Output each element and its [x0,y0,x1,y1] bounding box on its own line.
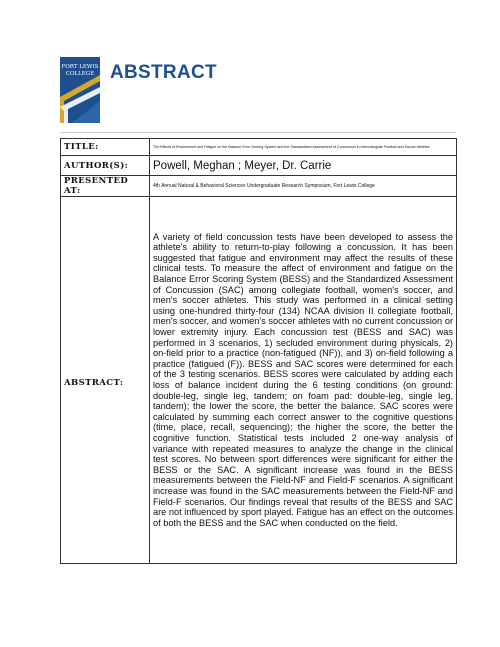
logo-line1: FORT LEWIS [61,64,99,70]
logo-line2: COLLEGE [65,71,95,77]
abstract-row [61,197,457,564]
fort-lewis-college-logo [60,57,100,123]
page-heading: ABSTRACT [110,62,217,83]
title-row [61,139,457,156]
header-divider [60,118,456,133]
author-row [61,156,457,176]
abstract-form-table [60,138,457,564]
title-label: TITLE: [61,139,150,156]
presented-value: 4th Annual Natural & Behavioral Sciences Undergraduate Research Symposium, Fort Lewis College [150,176,457,197]
author-value: Powell, Meghan ; Meyer, Dr. Carrie [150,156,457,176]
presented-row [61,176,457,197]
title-value: The Effects of Environment and Fatigue on the Balance Error Scoring System and the Standardized Assessment of Concussion in Intercollegiate Football and Soccer Athletes [150,139,457,156]
abstract-label: ABSTRACT: [61,197,150,564]
abstract-body: A variety of field concussion tests have been developed to assess the athlete's ability to return-to-play following a concussion. It has been suggested that fatigue and environment may affect the results of these clinical tests. To measure the affect of environment and fatigue on the Balance Error Scoring System (BESS) and the Standardized Assessment of Concussion (SAC) among collegiate football, women's soccer, and men's soccer athletes. This study was performed in a clinical setting using one-hundred thirty-four (134) NCAA division II collegiate football, men's soccer, and women's soccer athletes with no current concussion or lower extremity injury. Each concussion test (BESS and SAC) was performed in 3 scenarios, 1) secluded environment during physicals, 2) on-field prior to a practice (non-fatigued (NF)), and 3) on-field following a practice (fatigued (F)). BESS and SAC scores were determined for each of the 3 testing scenarios. BESS scores were calculated by adding each loss of balance incident during the 6 testing conditions (on ground: double-leg, single leg, tandem; on foam pad: double-leg, single leg, tandem); the lower the score, the better the balance. SAC scores were calculated by summing each correct answer to the cognitive questions (time, place, recall, sequencing); the higher the score, the better the cognitive function. Statistical tests included 2 one-way analysis of variance with repeated measures to analyze the change in the clinical test scores. No between sport differences were significant for either the BESS or the SAC. A significant increase was found in the BESS measurements between the Field-NF and Field-F scenarios. A significant increase was found in the SAC measurements between the Field-NF and Field-F scenarios. Our findings reveal that results of the BESS and SAC are not influenced by sport played. Fatigue has an effect on the outcomes of both the BESS and the SAC when conducted on the field. [150,197,457,564]
author-label: AUTHOR(S): [61,156,150,176]
presented-label: PRESENTED AT: [61,176,150,197]
